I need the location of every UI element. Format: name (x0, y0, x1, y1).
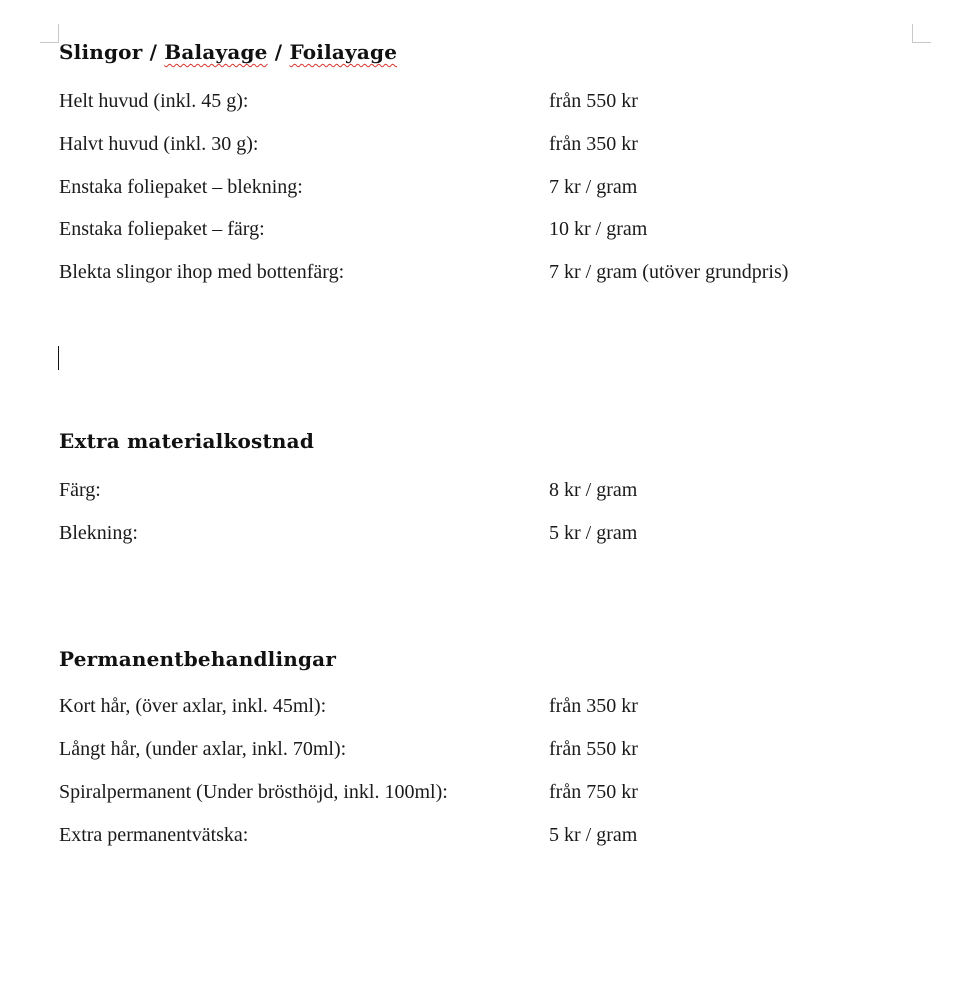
section-heading-slingor[interactable] (59, 40, 397, 64)
misspelled-word-balayage[interactable]: Balayage (164, 40, 268, 64)
service-price: från 750 kr (549, 781, 638, 803)
service-price: från 550 kr (549, 90, 638, 112)
heading-part: Slingor / (59, 40, 165, 64)
service-label: Långt hår, (under axlar, inkl. 70ml): (59, 738, 347, 760)
heading-part: / (267, 40, 290, 64)
price-row[interactable] (59, 823, 919, 847)
price-row[interactable] (59, 132, 919, 156)
service-label: Blekta slingor ihop med bottenfärg: (59, 261, 345, 283)
service-label: Extra permanentvätska: (59, 824, 249, 846)
price-row[interactable] (59, 478, 919, 502)
price-row[interactable] (59, 217, 919, 241)
price-row[interactable] (59, 89, 919, 113)
service-price: 5 kr / gram (549, 824, 638, 846)
text-cursor[interactable] (58, 346, 59, 370)
price-row[interactable] (59, 780, 919, 804)
service-price: 8 kr / gram (549, 479, 638, 501)
service-price: 7 kr / gram (549, 176, 638, 198)
service-price: från 550 kr (549, 738, 638, 760)
service-price: 7 kr / gram (utöver grundpris) (549, 261, 789, 283)
price-row[interactable] (59, 175, 919, 199)
price-row[interactable] (59, 694, 919, 718)
service-price: 10 kr / gram (549, 218, 648, 240)
service-price: från 350 kr (549, 133, 638, 155)
misspelled-word-foilayage[interactable]: Foilayage (289, 40, 398, 64)
service-label: Färg: (59, 479, 101, 501)
price-row[interactable] (59, 260, 919, 284)
price-row[interactable] (59, 521, 919, 545)
service-label: Kort hår, (över axlar, inkl. 45ml): (59, 695, 327, 717)
service-label: Spiralpermanent (Under brösthöjd, inkl. 100ml): (59, 781, 448, 803)
service-price: från 350 kr (549, 695, 638, 717)
section-heading-permanent[interactable]: Permanentbehandlingar (59, 647, 337, 671)
service-label: Helt huvud (inkl. 45 g): (59, 90, 249, 112)
page-corner-mark-top-right (912, 24, 931, 43)
service-label: Halvt huvud (inkl. 30 g): (59, 133, 259, 155)
price-row[interactable] (59, 737, 919, 761)
service-label: Enstaka foliepaket – färg: (59, 218, 265, 240)
service-label: Blekning: (59, 522, 138, 544)
section-heading-extra-material[interactable]: Extra materialkostnad (59, 429, 315, 453)
service-label: Enstaka foliepaket – blekning: (59, 176, 303, 198)
page-corner-mark-top-left (40, 24, 59, 43)
service-price: 5 kr / gram (549, 522, 638, 544)
